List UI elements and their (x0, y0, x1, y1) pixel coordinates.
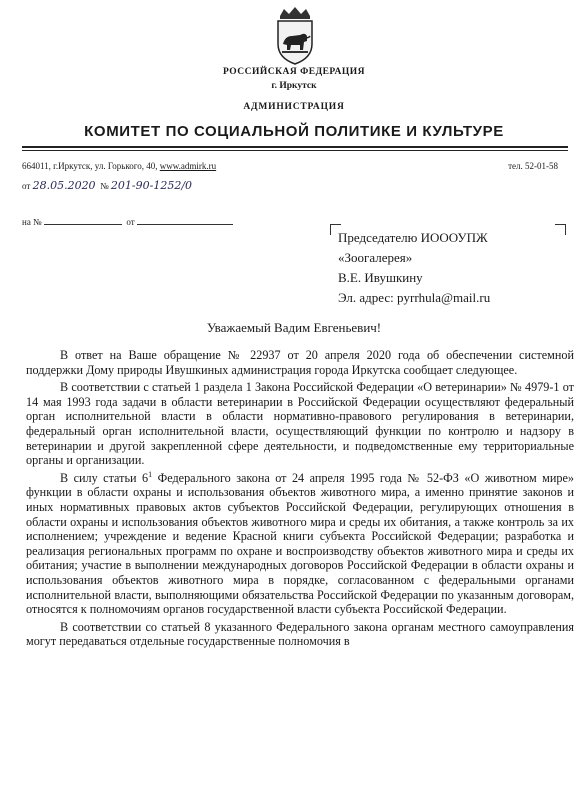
address-line (22, 161, 216, 171)
city-name: г. Иркутск (271, 81, 317, 91)
paragraph-4: В соответствии со статьей 8 указанного Федерального закона органам местного самоуправления могут передаваться отдельные государственные полномочия в (26, 619, 574, 649)
committee-title: КОМИТЕТ ПО СОЦИАЛЬНОЙ ПОЛИТИКЕ И КУЛЬТУРЕ (84, 123, 504, 140)
administration-title: АДМИНИСТРАЦИЯ (243, 102, 345, 112)
handwritten-number: 201-90-1252/0 (110, 179, 193, 192)
letter-body (26, 348, 574, 652)
to-number-blank (44, 215, 122, 225)
to-number-label: на № (22, 217, 42, 227)
recipient-title: Председателю ИОООУПЖ (338, 230, 488, 245)
incoming-reference (22, 215, 233, 227)
from-label: от (22, 181, 31, 191)
salutation: Уважаемый Вадим Евгеньевич! (206, 320, 382, 335)
country-name: РОССИЙСКАЯ ФЕДЕРАЦИЯ (222, 67, 366, 77)
website-link[interactable]: www.admirk.ru (159, 161, 217, 171)
phone-number: тел. 52-01-58 (508, 161, 558, 171)
recipient-email: Эл. адрес: pyrrhula@mail.ru (338, 290, 491, 305)
paragraph-2: В соответствии с статьей 1 раздела 1 Закона Российской Федерации «О ветеринарии» № 4979-1 от 14 мая 1993 года задачи в области ветеринарии в Российской Федерации осуществляют федеральный орган исполнительной власти в области нормативно-правового регулирования в ветеринарии, федеральный орган исполнительной власти, осуществляющий функции по контролю и надзору в ветеринарии и другой закрепленной сфере деятельности, и подведомственные ему территориальные органы и организации. (26, 380, 574, 468)
recipient-block (338, 228, 490, 308)
recipient-bracket-right (555, 224, 566, 235)
handwritten-date: 28.05.2020 (32, 179, 96, 192)
recipient-organization: «Зоогалерея» (338, 250, 413, 265)
outgoing-reference (22, 179, 192, 192)
header-divider-thick (22, 146, 568, 148)
address-text: 664011, г.Иркутск, ул. Горького, 40, (22, 161, 160, 171)
recipient-name: В.Е. Ивушкину (338, 270, 423, 285)
coat-of-arms-icon (270, 6, 320, 66)
paragraph-3 (26, 471, 574, 617)
paragraph-3-prefix: В силу статьи 6 (60, 470, 149, 485)
to-from-label: от (126, 217, 135, 227)
paragraph-1: В ответ на Ваше обращение № 22937 от 20 апреля 2020 года об обеспечении системной поддержки Дому природы Ивушкиных администрация города Иркутска сообщает следующее. (26, 348, 574, 377)
to-date-blank (137, 215, 233, 225)
article-superscript: 1 (148, 469, 153, 479)
paragraph-3-body: Федерального закона от 24 апреля 1995 года № 52-ФЗ «О животном мире» функции в области охраны и использования объектов животного мира, а именно принятие законов и иных нормативных правовых актов субъектов Российской Федерации, регулирующих отношения в области охраны и использования объектов животного мира и среды их обитания, а также контроль за их исполнением; учреждение и ведение Красной книги субъекта Российской Федерации; разработка и реализация региональных программ по охране и воспроизводству объектов животного мира и среды их обитания; участие в выполнении международных договоров Российской Федерации в области охраны и использования объектов животного мира в порядке, согласованном с федеральными органами исполнительной власти, выполняющими обязательства Российской Федерации по указанным договорам, относятся к полномочиям органов государственной власти субъекта Российской Федерации. (26, 470, 574, 617)
header-divider-thin (22, 150, 568, 151)
number-label: № (100, 181, 109, 191)
